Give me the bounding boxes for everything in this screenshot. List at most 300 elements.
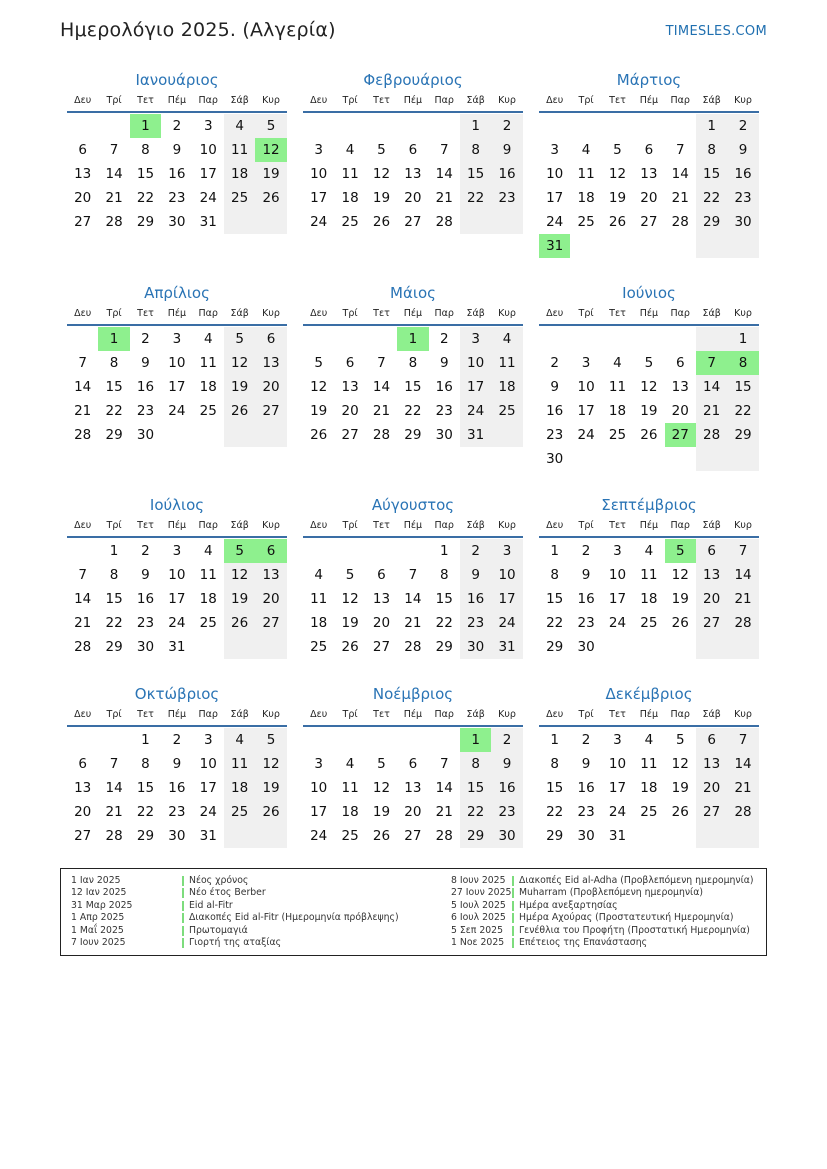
- weekday-label: Τρί: [106, 308, 122, 319]
- legend-holiday-name: Muharram (Προβλεπόμενη ημερομηνία): [519, 887, 703, 899]
- day-cell: 11: [608, 379, 627, 395]
- day-cell: 1: [98, 327, 129, 351]
- day-cell: 26: [608, 214, 627, 230]
- weekday-header-row: [67, 94, 287, 108]
- day-cell: 7: [727, 728, 758, 752]
- empty-cell: [491, 210, 522, 234]
- month-name: Νοέμβριος: [372, 685, 454, 703]
- day-cell: 8: [109, 355, 119, 371]
- day-cell: 11: [341, 166, 359, 182]
- day-cell: 25: [491, 399, 522, 423]
- day-cell: 19: [608, 190, 627, 206]
- day-cell: 15: [136, 780, 155, 796]
- day-cell: 17: [168, 591, 186, 607]
- weekday-label: Πέμ: [403, 709, 423, 720]
- weekday-label: Πέμ: [639, 520, 659, 531]
- day-cell: 19: [224, 587, 255, 611]
- day-cell: 10: [310, 166, 328, 182]
- weekday-label: Τρί: [106, 709, 122, 720]
- day-cell: 28: [74, 427, 92, 443]
- day-cell: 5: [255, 114, 286, 138]
- legend-column-left: [71, 875, 451, 949]
- empty-cell: [602, 327, 633, 351]
- weekday-header-row: [67, 307, 287, 321]
- weekday-label: Σάβ: [466, 95, 485, 106]
- day-cell: 29: [546, 828, 564, 844]
- day-cell: 17: [577, 403, 595, 419]
- empty-cell: [727, 447, 758, 471]
- legend-holiday-name: Eid al-Fitr: [189, 899, 233, 911]
- empty-cell: [696, 234, 727, 258]
- day-cell: 11: [199, 567, 217, 583]
- day-cell: 13: [255, 351, 286, 375]
- day-cell: 16: [435, 379, 453, 395]
- day-cell: 9: [727, 138, 758, 162]
- weekday-label: Τετ: [373, 520, 390, 531]
- day-cell: 21: [435, 804, 453, 820]
- day-cell: 24: [460, 399, 491, 423]
- empty-cell: [633, 824, 664, 848]
- weekday-label: Κυρ: [734, 709, 752, 720]
- legend-marker: [182, 876, 184, 886]
- day-cell: 15: [727, 375, 758, 399]
- day-cell: 5: [613, 142, 622, 158]
- day-cell: 7: [675, 142, 685, 158]
- empty-cell: [696, 447, 727, 471]
- day-cell: 28: [105, 828, 123, 844]
- day-cell: 12: [608, 166, 627, 182]
- day-cell: 27: [341, 427, 359, 443]
- month-calendar: [67, 283, 287, 447]
- empty-cell: [602, 635, 633, 659]
- day-cell: 4: [203, 331, 213, 347]
- day-cell: 22: [404, 403, 422, 419]
- day-cell: 26: [255, 800, 286, 824]
- day-cell: 4: [581, 142, 591, 158]
- day-cell: 9: [172, 756, 182, 772]
- weekday-label: Δευ: [546, 520, 564, 531]
- day-cell: 29: [136, 828, 155, 844]
- day-cell: 24: [168, 615, 186, 631]
- day-cell: 24: [577, 427, 595, 443]
- legend-marker: [512, 876, 514, 886]
- header-rule: [539, 725, 759, 727]
- weekday-label: Δευ: [74, 95, 92, 106]
- empty-cell: [161, 423, 192, 447]
- header-rule: [539, 536, 759, 538]
- day-cell: 7: [727, 539, 758, 563]
- day-cell: 5: [644, 355, 654, 371]
- weekday-label: Σάβ: [230, 520, 249, 531]
- day-cell: 10: [491, 563, 522, 587]
- empty-cell: [727, 824, 758, 848]
- day-cell: 18: [199, 591, 217, 607]
- day-grid: [303, 728, 523, 848]
- day-cell: 22: [460, 186, 491, 210]
- day-cell: 2: [141, 543, 150, 559]
- month-name: Σεπτέμβριος: [601, 496, 697, 514]
- day-cell: 4: [345, 142, 355, 158]
- weekday-label: Τετ: [609, 308, 626, 319]
- weekday-label: Παρ: [198, 308, 218, 319]
- day-cell: 11: [224, 138, 255, 162]
- legend-marker: [182, 913, 184, 923]
- day-grid: [67, 327, 287, 447]
- day-cell: 2: [581, 543, 591, 559]
- legend-date: 7 Ιουν 2025: [71, 936, 126, 948]
- day-cell: 12: [671, 567, 689, 583]
- empty-cell: [303, 539, 334, 563]
- day-cell: 30: [136, 639, 155, 655]
- month-calendar: [67, 495, 287, 659]
- day-cell: 14: [105, 780, 123, 796]
- weekday-label: Κυρ: [734, 95, 752, 106]
- day-cell: 11: [491, 351, 522, 375]
- day-cell: 14: [435, 780, 453, 796]
- day-cell: 19: [310, 403, 328, 419]
- legend-holiday-name: Νέο έτος Berber: [189, 887, 266, 899]
- day-cell: 24: [546, 214, 564, 230]
- empty-cell: [224, 423, 255, 447]
- day-cell: 14: [372, 379, 391, 395]
- empty-cell: [334, 728, 365, 752]
- day-cell: 8: [550, 756, 559, 772]
- empty-cell: [602, 234, 633, 258]
- day-cell: 8: [109, 567, 119, 583]
- empty-cell: [334, 114, 365, 138]
- day-cell: 27: [696, 611, 727, 635]
- day-cell: 21: [74, 403, 92, 419]
- day-cell: 2: [172, 732, 182, 748]
- empty-cell: [429, 114, 460, 138]
- day-cell: 13: [341, 379, 359, 395]
- day-cell: 22: [727, 399, 758, 423]
- weekday-label: Παρ: [670, 95, 690, 106]
- weekday-label: Πέμ: [403, 95, 423, 106]
- day-cell: 16: [491, 162, 522, 186]
- day-cell: 25: [608, 427, 627, 443]
- day-cell: 25: [224, 800, 255, 824]
- day-cell: 17: [310, 190, 328, 206]
- day-cell: 18: [310, 615, 328, 631]
- header-rule: [303, 324, 523, 326]
- day-cell: 19: [224, 375, 255, 399]
- legend-date: 5 Σεπ 2025: [451, 924, 503, 936]
- empty-cell: [633, 234, 664, 258]
- day-cell: 25: [640, 615, 658, 631]
- day-cell: 16: [577, 780, 595, 796]
- legend-item: [71, 900, 451, 912]
- day-cell: 18: [199, 379, 217, 395]
- weekday-label: Κυρ: [262, 520, 280, 531]
- weekday-label: Δευ: [310, 308, 328, 319]
- empty-cell: [334, 327, 365, 351]
- day-cell: 3: [314, 142, 323, 158]
- weekday-label: Κυρ: [734, 520, 752, 531]
- empty-cell: [665, 327, 696, 351]
- weekday-label: Πέμ: [639, 709, 659, 720]
- day-cell: 14: [696, 375, 727, 399]
- header-rule: [539, 324, 759, 326]
- empty-cell: [366, 114, 397, 138]
- day-cell: 28: [105, 214, 123, 230]
- day-cell: 23: [435, 403, 453, 419]
- day-cell: 21: [435, 190, 453, 206]
- day-cell: 22: [105, 403, 123, 419]
- empty-cell: [696, 635, 727, 659]
- day-cell: 26: [372, 214, 391, 230]
- weekday-label: Τρί: [578, 95, 594, 106]
- empty-cell: [696, 824, 727, 848]
- empty-cell: [224, 824, 255, 848]
- weekday-label: Σάβ: [702, 95, 721, 106]
- day-grid: [539, 539, 759, 659]
- day-cell: 16: [577, 591, 595, 607]
- day-cell: 7: [377, 355, 386, 371]
- weekday-label: Πέμ: [403, 308, 423, 319]
- day-cell: 13: [74, 780, 92, 796]
- day-cell: 4: [644, 732, 654, 748]
- weekday-label: Κυρ: [498, 709, 516, 720]
- weekday-label: Κυρ: [262, 709, 280, 720]
- day-cell: 20: [255, 375, 286, 399]
- day-cell: 9: [172, 142, 182, 158]
- month-calendar: [539, 283, 759, 471]
- empty-cell: [98, 114, 129, 138]
- day-cell: 30: [136, 427, 155, 443]
- day-cell: 9: [491, 752, 522, 776]
- day-cell: 10: [168, 567, 186, 583]
- day-cell: 23: [136, 403, 155, 419]
- weekday-label: Κυρ: [262, 95, 280, 106]
- day-cell: 10: [460, 351, 491, 375]
- legend-column-right: [451, 875, 761, 949]
- month-calendar: [303, 495, 523, 659]
- day-cell: 19: [640, 403, 658, 419]
- day-cell: 17: [608, 780, 627, 796]
- weekday-label: Τρί: [342, 709, 358, 720]
- day-cell: 21: [696, 399, 727, 423]
- day-cell: 3: [203, 732, 213, 748]
- weekday-label: Πέμ: [167, 520, 187, 531]
- day-cell: 30: [577, 828, 595, 844]
- day-cell: 14: [74, 379, 92, 395]
- day-cell: 2: [491, 728, 522, 752]
- day-cell: 20: [404, 190, 422, 206]
- empty-cell: [67, 728, 98, 752]
- day-grid: [303, 539, 523, 659]
- day-cell: 6: [408, 142, 418, 158]
- day-cell: 23: [168, 190, 186, 206]
- day-cell: 28: [372, 427, 391, 443]
- day-cell: 19: [372, 190, 391, 206]
- day-cell: 19: [341, 615, 359, 631]
- legend-marker: [512, 938, 514, 948]
- day-cell: 29: [727, 423, 758, 447]
- empty-cell: [98, 728, 129, 752]
- header-rule: [303, 725, 523, 727]
- day-cell: 27: [640, 214, 658, 230]
- month-calendar: [539, 70, 759, 258]
- day-cell: 6: [78, 142, 87, 158]
- day-cell: 4: [644, 543, 654, 559]
- header-rule: [67, 324, 287, 326]
- day-cell: 20: [74, 190, 92, 206]
- empty-cell: [255, 210, 286, 234]
- weekday-header-row: [67, 519, 287, 533]
- day-cell: 23: [491, 800, 522, 824]
- day-cell: 4: [491, 327, 522, 351]
- legend-date: 31 Μαρ 2025: [71, 899, 133, 911]
- day-cell: 15: [105, 379, 123, 395]
- legend-item: [451, 900, 761, 912]
- day-cell: 18: [341, 190, 359, 206]
- empty-cell: [303, 728, 334, 752]
- weekday-label: Παρ: [434, 95, 454, 106]
- day-cell: 3: [314, 756, 323, 772]
- day-cell: 23: [136, 615, 155, 631]
- legend-marker: [512, 888, 514, 898]
- day-cell: 12: [671, 756, 689, 772]
- day-cell: 11: [341, 780, 359, 796]
- day-cell: 7: [696, 351, 727, 375]
- day-cell: 4: [203, 543, 213, 559]
- day-cell: 22: [435, 615, 453, 631]
- day-cell: 20: [341, 403, 359, 419]
- weekday-label: Κυρ: [498, 95, 516, 106]
- empty-cell: [633, 635, 664, 659]
- day-cell: 24: [199, 190, 217, 206]
- day-cell: 9: [141, 567, 150, 583]
- month-calendar: [303, 70, 523, 234]
- day-cell: 11: [310, 591, 328, 607]
- day-cell: 27: [696, 800, 727, 824]
- weekday-label: Πέμ: [167, 95, 187, 106]
- day-cell: 26: [224, 611, 255, 635]
- day-cell: 29: [136, 214, 155, 230]
- day-cell: 29: [435, 639, 453, 655]
- day-cell: 29: [105, 427, 123, 443]
- day-cell: 16: [136, 379, 155, 395]
- header-rule: [67, 111, 287, 113]
- empty-cell: [539, 327, 570, 351]
- day-cell: 11: [199, 355, 217, 371]
- weekday-header-row: [303, 708, 523, 722]
- empty-cell: [193, 635, 224, 659]
- legend-date: 5 Ιουλ 2025: [451, 899, 506, 911]
- day-cell: 29: [696, 210, 727, 234]
- day-cell: 12: [372, 780, 391, 796]
- day-cell: 6: [255, 539, 286, 563]
- legend-date: 1 Ιαν 2025: [71, 875, 121, 886]
- day-cell: 18: [608, 403, 627, 419]
- day-cell: 20: [671, 403, 689, 419]
- empty-cell: [366, 728, 397, 752]
- header-rule: [67, 725, 287, 727]
- day-cell: 18: [640, 780, 658, 796]
- day-cell: 3: [613, 543, 622, 559]
- day-cell: 19: [671, 780, 689, 796]
- day-cell: 15: [105, 591, 123, 607]
- day-cell: 21: [727, 587, 758, 611]
- weekday-label: Κυρ: [734, 308, 752, 319]
- weekday-label: Τρί: [342, 95, 358, 106]
- month-calendar: [303, 684, 523, 848]
- day-cell: 20: [696, 776, 727, 800]
- empty-cell: [303, 114, 334, 138]
- day-cell: 31: [539, 234, 570, 258]
- weekday-label: Τετ: [137, 709, 154, 720]
- weekday-label: Κυρ: [498, 308, 516, 319]
- day-cell: 20: [255, 587, 286, 611]
- weekday-label: Κυρ: [262, 308, 280, 319]
- day-cell: 24: [310, 214, 328, 230]
- empty-cell: [255, 635, 286, 659]
- day-cell: 6: [377, 567, 386, 583]
- day-cell: 9: [439, 355, 449, 371]
- day-cell: 2: [727, 114, 758, 138]
- day-cell: 13: [404, 780, 422, 796]
- empty-cell: [727, 234, 758, 258]
- day-cell: 30: [727, 210, 758, 234]
- day-cell: 1: [727, 327, 758, 351]
- day-cell: 6: [78, 756, 87, 772]
- day-cell: 1: [141, 732, 150, 748]
- day-cell: 12: [640, 379, 658, 395]
- day-cell: 4: [345, 756, 355, 772]
- day-cell: 1: [130, 114, 161, 138]
- day-cell: 27: [255, 611, 286, 635]
- empty-cell: [539, 114, 570, 138]
- day-cell: 29: [460, 824, 491, 848]
- day-cell: 31: [199, 214, 217, 230]
- day-cell: 25: [310, 639, 328, 655]
- day-cell: 16: [168, 780, 186, 796]
- day-cell: 27: [74, 828, 92, 844]
- day-cell: 5: [377, 142, 386, 158]
- month-name: Ιούλιος: [149, 496, 205, 514]
- weekday-label: Δευ: [74, 308, 92, 319]
- day-cell: 19: [255, 776, 286, 800]
- legend-holiday-name: Γενέθλια του Προφήτη (Προστατική Ημερομηνία): [519, 924, 750, 936]
- day-cell: 18: [224, 776, 255, 800]
- day-cell: 17: [491, 587, 522, 611]
- day-cell: 23: [727, 186, 758, 210]
- month-calendar: [539, 495, 759, 659]
- day-cell: 5: [665, 539, 696, 563]
- brand-link[interactable]: TIMESLES.COM: [665, 24, 767, 39]
- day-cell: 17: [546, 190, 564, 206]
- day-cell: 17: [199, 780, 217, 796]
- day-cell: 14: [435, 166, 453, 182]
- legend-item: [71, 912, 451, 924]
- weekday-label: Πέμ: [403, 520, 423, 531]
- day-cell: 3: [203, 118, 213, 134]
- day-cell: 21: [74, 615, 92, 631]
- day-cell: 15: [136, 166, 155, 182]
- legend-date: 12 Ιαν 2025: [71, 887, 127, 899]
- day-cell: 6: [255, 327, 286, 351]
- empty-cell: [67, 327, 98, 351]
- weekday-label: Τρί: [578, 520, 594, 531]
- weekday-label: Τετ: [609, 709, 626, 720]
- day-cell: 13: [640, 166, 658, 182]
- day-cell: 5: [224, 327, 255, 351]
- day-cell: 17: [460, 375, 491, 399]
- month-calendar: [67, 684, 287, 848]
- empty-cell: [255, 423, 286, 447]
- day-cell: 1: [109, 543, 119, 559]
